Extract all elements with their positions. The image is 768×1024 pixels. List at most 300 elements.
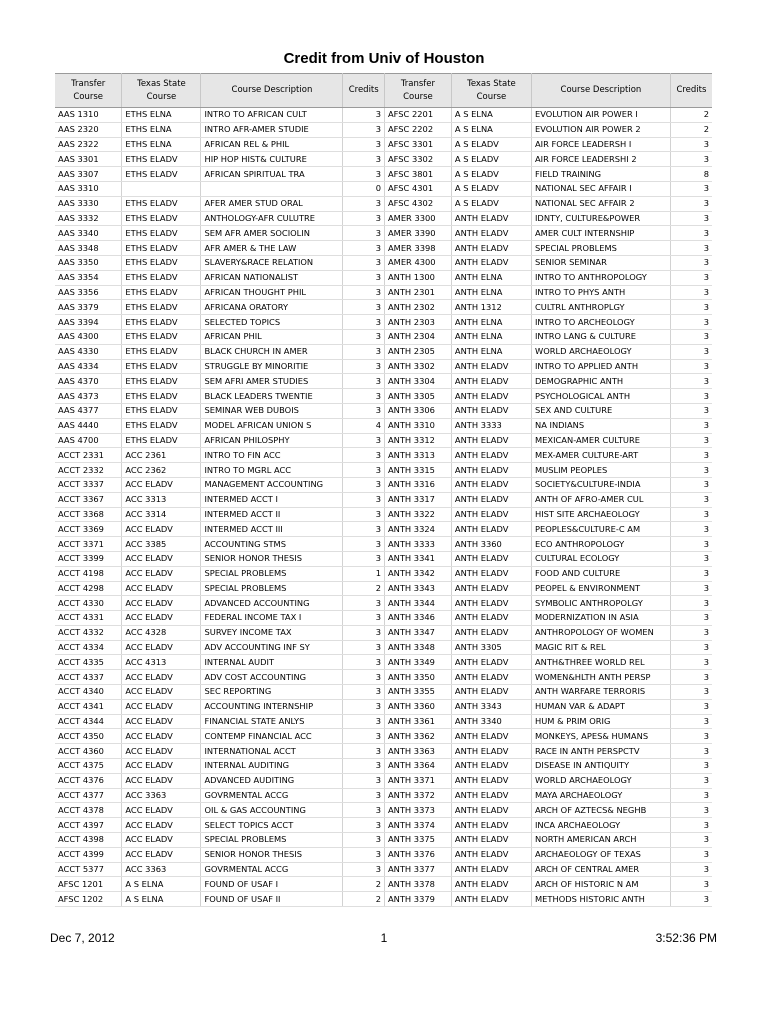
course-description-cell: EVOLUTION AIR POWER 2 xyxy=(531,122,670,137)
transfer-course-cell: ANTH 3316 xyxy=(384,477,451,492)
course-description-cell: ACCOUNTING INTERNSHIP xyxy=(201,699,343,714)
header-credits: Credits xyxy=(343,74,385,108)
table-row xyxy=(55,596,712,611)
texas-state-course-cell: ANTH ELADV xyxy=(451,477,531,492)
credits-cell: 3 xyxy=(343,329,385,344)
table-row xyxy=(55,492,712,507)
course-description-cell: FEDERAL INCOME TAX I xyxy=(201,611,343,626)
transfer-course-cell: ANTH 2301 xyxy=(384,285,451,300)
table-row xyxy=(55,714,712,729)
texas-state-course-cell: A S ELNA xyxy=(122,892,201,907)
texas-state-course-cell: ANTH ELADV xyxy=(451,773,531,788)
texas-state-course-cell: ACC 4328 xyxy=(122,625,201,640)
course-description-cell: BLACK CHURCH IN AMER xyxy=(201,344,343,359)
transfer-course-cell: ACCT 4198 xyxy=(55,566,122,581)
credits-cell: 3 xyxy=(670,625,712,640)
course-description-cell: HIST SITE ARCHAEOLOGY xyxy=(531,507,670,522)
credits-cell: 3 xyxy=(670,329,712,344)
transfer-course-cell: ANTH 3304 xyxy=(384,374,451,389)
table-row xyxy=(55,255,712,270)
course-description-cell: ECO ANTHROPOLOGY xyxy=(531,537,670,552)
course-description-cell: AFRICAN SPIRITUAL TRA xyxy=(201,167,343,182)
table-header-row xyxy=(55,74,712,108)
transfer-course-cell: AFSC 4301 xyxy=(384,181,451,196)
credits-cell: 3 xyxy=(670,862,712,877)
texas-state-course-cell: ANTH 3305 xyxy=(451,640,531,655)
course-description-cell: PSYCHOLOGICAL ANTH xyxy=(531,389,670,404)
course-description-cell: ANTH&THREE WORLD REL xyxy=(531,655,670,670)
course-description-cell: EVOLUTION AIR POWER I xyxy=(531,108,670,123)
texas-state-course-cell: ANTH ELADV xyxy=(451,374,531,389)
transfer-course-cell: ANTH 3343 xyxy=(384,581,451,596)
table-row xyxy=(55,300,712,315)
credits-cell: 3 xyxy=(343,611,385,626)
transfer-course-cell: ANTH 3313 xyxy=(384,448,451,463)
transfer-course-cell: ANTH 3315 xyxy=(384,463,451,478)
credits-cell: 3 xyxy=(343,759,385,774)
texas-state-course-cell: ANTH ELADV xyxy=(451,847,531,862)
table-row xyxy=(55,759,712,774)
credits-cell: 3 xyxy=(670,507,712,522)
course-description-cell: FINANCIAL STATE ANLYS xyxy=(201,714,343,729)
course-description-cell: NATIONAL SEC AFFAIR I xyxy=(531,181,670,196)
table-row xyxy=(55,418,712,433)
credits-cell: 3 xyxy=(343,818,385,833)
table-row xyxy=(55,329,712,344)
transfer-course-cell: ACCT 4335 xyxy=(55,655,122,670)
credits-cell: 3 xyxy=(670,226,712,241)
transfer-course-cell: AFSC 3302 xyxy=(384,152,451,167)
table-row xyxy=(55,315,712,330)
texas-state-course-cell: ACC ELADV xyxy=(122,847,201,862)
footer-time: 3:52:36 PM xyxy=(655,931,717,945)
table-row xyxy=(55,359,712,374)
transfer-course-cell: AAS 3394 xyxy=(55,315,122,330)
course-description-cell: SELECTED TOPICS xyxy=(201,315,343,330)
transfer-course-cell: AFSC 3301 xyxy=(384,137,451,152)
course-description-cell: RACE IN ANTH PERSPCTV xyxy=(531,744,670,759)
texas-state-course-cell: ETHS ELADV xyxy=(122,344,201,359)
credits-cell: 3 xyxy=(670,211,712,226)
credits-cell: 3 xyxy=(343,285,385,300)
course-description-cell: FOUND OF USAF I xyxy=(201,877,343,892)
table-row xyxy=(55,226,712,241)
texas-state-course-cell: ETHS ELADV xyxy=(122,167,201,182)
header-credits: Credits xyxy=(670,74,712,108)
course-description-cell: ARCH OF CENTRAL AMER xyxy=(531,862,670,877)
transfer-course-cell: ACCT 4330 xyxy=(55,596,122,611)
transfer-course-cell: ANTH 3375 xyxy=(384,833,451,848)
credits-cell: 3 xyxy=(670,877,712,892)
course-description-cell: IDNTY, CULTURE&POWER xyxy=(531,211,670,226)
course-description-cell xyxy=(201,181,343,196)
credits-cell: 3 xyxy=(670,537,712,552)
credit-table xyxy=(55,73,712,907)
credits-cell: 3 xyxy=(343,551,385,566)
transfer-course-cell: ACCT 4332 xyxy=(55,625,122,640)
table-row xyxy=(55,122,712,137)
course-description-cell: INTRO TO FIN ACC xyxy=(201,448,343,463)
course-description-cell: AFRICAN NATIONALIST xyxy=(201,270,343,285)
header-texas-state-course: Texas State Course xyxy=(451,74,531,108)
texas-state-course-cell: ETHS ELADV xyxy=(122,152,201,167)
credits-cell: 3 xyxy=(343,729,385,744)
texas-state-course-cell: ANTH ELADV xyxy=(451,566,531,581)
credits-cell: 3 xyxy=(343,803,385,818)
transfer-course-cell: ACCT 4398 xyxy=(55,833,122,848)
credits-cell: 3 xyxy=(670,596,712,611)
course-description-cell: ADVANCED ACCOUNTING xyxy=(201,596,343,611)
credits-cell: 3 xyxy=(670,315,712,330)
transfer-course-cell: AAS 4373 xyxy=(55,389,122,404)
transfer-course-cell: ACCT 4344 xyxy=(55,714,122,729)
credits-cell: 3 xyxy=(670,433,712,448)
table-row xyxy=(55,433,712,448)
table-row xyxy=(55,685,712,700)
credits-cell: 3 xyxy=(670,611,712,626)
credits-cell: 3 xyxy=(343,833,385,848)
transfer-course-cell: ANTH 3364 xyxy=(384,759,451,774)
transfer-course-cell: AAS 4440 xyxy=(55,418,122,433)
texas-state-course-cell: ANTH 3340 xyxy=(451,714,531,729)
transfer-course-cell: ANTH 3350 xyxy=(384,670,451,685)
transfer-course-cell: ANTH 2302 xyxy=(384,300,451,315)
course-description-cell: AFRICAN THOUGHT PHIL xyxy=(201,285,343,300)
course-description-cell: INTERMED ACCT III xyxy=(201,522,343,537)
table-row xyxy=(55,877,712,892)
transfer-course-cell: AMER 4300 xyxy=(384,255,451,270)
texas-state-course-cell: ACC 3363 xyxy=(122,862,201,877)
course-description-cell: MEX-AMER CULTURE-ART xyxy=(531,448,670,463)
table-row xyxy=(55,818,712,833)
course-description-cell: INTRO TO ARCHEOLOGY xyxy=(531,315,670,330)
transfer-course-cell: ANTH 3305 xyxy=(384,389,451,404)
texas-state-course-cell: ACC ELADV xyxy=(122,581,201,596)
credits-cell: 3 xyxy=(343,122,385,137)
course-description-cell: INTERNAL AUDIT xyxy=(201,655,343,670)
table-row xyxy=(55,374,712,389)
credits-cell: 3 xyxy=(670,403,712,418)
table-row xyxy=(55,537,712,552)
credits-cell: 3 xyxy=(670,670,712,685)
texas-state-course-cell: ETHS ELADV xyxy=(122,226,201,241)
table-row xyxy=(55,640,712,655)
transfer-course-cell: ANTH 3324 xyxy=(384,522,451,537)
credits-cell: 3 xyxy=(670,892,712,907)
transfer-course-cell: ACCT 4377 xyxy=(55,788,122,803)
credits-cell: 3 xyxy=(670,759,712,774)
course-description-cell: MONKEYS, APES& HUMANS xyxy=(531,729,670,744)
course-description-cell: ANTHOLOGY-AFR CULUTRE xyxy=(201,211,343,226)
texas-state-course-cell xyxy=(122,181,201,196)
texas-state-course-cell: ANTH ELADV xyxy=(451,241,531,256)
transfer-course-cell: ACCT 4378 xyxy=(55,803,122,818)
table-row xyxy=(55,551,712,566)
credits-cell: 3 xyxy=(343,255,385,270)
transfer-course-cell: AFSC 4302 xyxy=(384,196,451,211)
course-description-cell: ARCH OF HISTORIC N AM xyxy=(531,877,670,892)
texas-state-course-cell: ACC ELADV xyxy=(122,714,201,729)
course-description-cell: AFRICAN PHIL xyxy=(201,329,343,344)
credits-cell: 2 xyxy=(670,122,712,137)
texas-state-course-cell: ANTH ELADV xyxy=(451,892,531,907)
credits-cell: 3 xyxy=(670,744,712,759)
credits-cell: 3 xyxy=(670,818,712,833)
course-description-cell: HUMAN VAR & ADAPT xyxy=(531,699,670,714)
texas-state-course-cell: A S ELADV xyxy=(451,152,531,167)
texas-state-course-cell: ANTH ELADV xyxy=(451,403,531,418)
transfer-course-cell: ANTH 3312 xyxy=(384,433,451,448)
texas-state-course-cell: ANTH ELADV xyxy=(451,670,531,685)
course-description-cell: SURVEY INCOME TAX xyxy=(201,625,343,640)
transfer-course-cell: AAS 3307 xyxy=(55,167,122,182)
course-description-cell: AFRICAN REL & PHIL xyxy=(201,137,343,152)
texas-state-course-cell: ACC ELADV xyxy=(122,833,201,848)
course-description-cell: INTERMED ACCT II xyxy=(201,507,343,522)
table-row xyxy=(55,788,712,803)
table-row xyxy=(55,611,712,626)
credits-cell: 3 xyxy=(343,152,385,167)
texas-state-course-cell: ANTH ELADV xyxy=(451,448,531,463)
texas-state-course-cell: ANTH ELADV xyxy=(451,551,531,566)
texas-state-course-cell: ANTH ELADV xyxy=(451,655,531,670)
course-description-cell: NORTH AMERICAN ARCH xyxy=(531,833,670,848)
transfer-course-cell: ACCT 4399 xyxy=(55,847,122,862)
texas-state-course-cell: ANTH ELNA xyxy=(451,285,531,300)
transfer-course-cell: AAS 4377 xyxy=(55,403,122,418)
course-description-cell: INTRO TO MGRL ACC xyxy=(201,463,343,478)
table-row xyxy=(55,477,712,492)
table-row xyxy=(55,403,712,418)
transfer-course-cell: ANTH 3377 xyxy=(384,862,451,877)
transfer-course-cell: ANTH 3341 xyxy=(384,551,451,566)
credits-cell: 3 xyxy=(670,729,712,744)
course-description-cell: AFRICANA ORATORY xyxy=(201,300,343,315)
texas-state-course-cell: ANTH ELADV xyxy=(451,625,531,640)
credits-cell: 3 xyxy=(670,685,712,700)
course-description-cell: GOVRMENTAL ACCG xyxy=(201,862,343,877)
course-description-cell: SYMBOLIC ANTHROPOLGY xyxy=(531,596,670,611)
credits-cell: 3 xyxy=(343,744,385,759)
texas-state-course-cell: ETHS ELADV xyxy=(122,403,201,418)
credits-cell: 3 xyxy=(343,537,385,552)
course-description-cell: CONTEMP FINANCIAL ACC xyxy=(201,729,343,744)
texas-state-course-cell: ACC ELADV xyxy=(122,670,201,685)
course-description-cell: INTRO LANG & CULTURE xyxy=(531,329,670,344)
course-description-cell: INTERNATIONAL ACCT xyxy=(201,744,343,759)
texas-state-course-cell: ACC 3363 xyxy=(122,788,201,803)
credits-cell: 3 xyxy=(343,640,385,655)
credits-cell: 3 xyxy=(343,241,385,256)
course-description-cell: MUSLIM PEOPLES xyxy=(531,463,670,478)
texas-state-course-cell: ANTH ELADV xyxy=(451,507,531,522)
credits-cell: 3 xyxy=(343,137,385,152)
course-description-cell: DISEASE IN ANTIQUITY xyxy=(531,759,670,774)
transfer-course-cell: ACCT 3337 xyxy=(55,477,122,492)
texas-state-course-cell: ETHS ELADV xyxy=(122,433,201,448)
course-description-cell: INTRO TO APPLIED ANTH xyxy=(531,359,670,374)
texas-state-course-cell: ACC ELADV xyxy=(122,566,201,581)
credits-cell: 3 xyxy=(670,374,712,389)
course-description-cell: INTERMED ACCT I xyxy=(201,492,343,507)
course-description-cell: PEOPEL & ENVIRONMENT xyxy=(531,581,670,596)
credits-cell: 3 xyxy=(343,344,385,359)
transfer-course-cell: ANTH 3360 xyxy=(384,699,451,714)
transfer-course-cell: AAS 3301 xyxy=(55,152,122,167)
course-description-cell: DEMOGRAPHIC ANTH xyxy=(531,374,670,389)
credits-cell: 3 xyxy=(343,714,385,729)
transfer-course-cell: ANTH 3344 xyxy=(384,596,451,611)
credits-cell: 3 xyxy=(343,226,385,241)
transfer-course-cell: AAS 3310 xyxy=(55,181,122,196)
table-row xyxy=(55,196,712,211)
table-row xyxy=(55,181,712,196)
transfer-course-cell: AAS 2322 xyxy=(55,137,122,152)
course-description-cell: SEM AFRI AMER STUDIES xyxy=(201,374,343,389)
table-row xyxy=(55,463,712,478)
credits-cell: 3 xyxy=(343,211,385,226)
course-description-cell: SEMINAR WEB DUBOIS xyxy=(201,403,343,418)
footer-date: Dec 7, 2012 xyxy=(50,931,115,945)
credits-cell: 3 xyxy=(670,803,712,818)
course-description-cell: AIR FORCE LEADERSHI 2 xyxy=(531,152,670,167)
credits-cell: 3 xyxy=(670,241,712,256)
transfer-course-cell: AAS 4300 xyxy=(55,329,122,344)
course-description-cell: GOVRMENTAL ACCG xyxy=(201,788,343,803)
credits-cell: 2 xyxy=(343,581,385,596)
credits-cell: 3 xyxy=(343,699,385,714)
table-row xyxy=(55,241,712,256)
texas-state-course-cell: ETHS ELADV xyxy=(122,196,201,211)
transfer-course-cell: ACCT 4298 xyxy=(55,581,122,596)
transfer-course-cell: ANTH 3349 xyxy=(384,655,451,670)
credits-cell: 3 xyxy=(670,463,712,478)
credits-cell: 3 xyxy=(343,625,385,640)
texas-state-course-cell: ACC ELADV xyxy=(122,818,201,833)
course-description-cell: SEX AND CULTURE xyxy=(531,403,670,418)
course-description-cell: CULTRL ANTHROPLGY xyxy=(531,300,670,315)
transfer-course-cell: AAS 4334 xyxy=(55,359,122,374)
table-row xyxy=(55,285,712,300)
texas-state-course-cell: A S ELNA xyxy=(122,877,201,892)
transfer-course-cell: ANTH 3373 xyxy=(384,803,451,818)
texas-state-course-cell: ANTH ELADV xyxy=(451,492,531,507)
transfer-course-cell: ACCT 3368 xyxy=(55,507,122,522)
texas-state-course-cell: ACC ELADV xyxy=(122,759,201,774)
credits-cell: 3 xyxy=(343,670,385,685)
credits-cell: 3 xyxy=(343,300,385,315)
credits-cell: 3 xyxy=(670,551,712,566)
texas-state-course-cell: ANTH ELADV xyxy=(451,833,531,848)
course-description-cell: NA INDIANS xyxy=(531,418,670,433)
course-description-cell: SPECIAL PROBLEMS xyxy=(531,241,670,256)
credits-cell: 2 xyxy=(343,892,385,907)
course-description-cell: METHODS HISTORIC ANTH xyxy=(531,892,670,907)
credits-cell: 3 xyxy=(670,655,712,670)
credits-cell: 3 xyxy=(670,196,712,211)
course-description-cell: HUM & PRIM ORIG xyxy=(531,714,670,729)
transfer-course-cell: ANTH 3355 xyxy=(384,685,451,700)
credits-cell: 3 xyxy=(343,596,385,611)
transfer-course-cell: AAS 3350 xyxy=(55,255,122,270)
transfer-course-cell: ACCT 2331 xyxy=(55,448,122,463)
course-description-cell: SLAVERY&RACE RELATION xyxy=(201,255,343,270)
table-row xyxy=(55,108,712,123)
course-description-cell: ANTH OF AFRO-AMER CUL xyxy=(531,492,670,507)
texas-state-course-cell: ACC 3385 xyxy=(122,537,201,552)
transfer-course-cell: AMER 3300 xyxy=(384,211,451,226)
credits-cell: 3 xyxy=(343,492,385,507)
texas-state-course-cell: ACC ELADV xyxy=(122,744,201,759)
course-description-cell: ANTH WARFARE TERRORIS xyxy=(531,685,670,700)
texas-state-course-cell: ANTH ELADV xyxy=(451,744,531,759)
credits-cell: 3 xyxy=(343,847,385,862)
credits-cell: 3 xyxy=(670,270,712,285)
course-description-cell: AFRICAN PHILOSPHY xyxy=(201,433,343,448)
table-row xyxy=(55,744,712,759)
texas-state-course-cell: ACC ELADV xyxy=(122,773,201,788)
credits-cell: 3 xyxy=(670,492,712,507)
transfer-course-cell: ACCT 3369 xyxy=(55,522,122,537)
transfer-course-cell: ANTH 1300 xyxy=(384,270,451,285)
table-row xyxy=(55,507,712,522)
table-row xyxy=(55,670,712,685)
texas-state-course-cell: ANTH ELADV xyxy=(451,685,531,700)
credits-cell: 3 xyxy=(343,167,385,182)
texas-state-course-cell: ANTH 1312 xyxy=(451,300,531,315)
credits-cell: 3 xyxy=(670,344,712,359)
texas-state-course-cell: ANTH ELNA xyxy=(451,270,531,285)
transfer-course-cell: AAS 3332 xyxy=(55,211,122,226)
credits-cell: 3 xyxy=(343,788,385,803)
course-description-cell: SENIOR HONOR THESIS xyxy=(201,847,343,862)
texas-state-course-cell: ETHS ELADV xyxy=(122,359,201,374)
course-description-cell: BLACK LEADERS TWENTIE xyxy=(201,389,343,404)
transfer-course-cell: AAS 3330 xyxy=(55,196,122,211)
texas-state-course-cell: ANTH 3333 xyxy=(451,418,531,433)
course-description-cell: NATIONAL SEC AFFAIR 2 xyxy=(531,196,670,211)
transfer-course-cell: ACCT 4334 xyxy=(55,640,122,655)
course-description-cell: STRUGGLE BY MINORITIE xyxy=(201,359,343,374)
texas-state-course-cell: ETHS ELADV xyxy=(122,270,201,285)
course-description-cell: FOUND OF USAF II xyxy=(201,892,343,907)
credits-cell: 3 xyxy=(670,847,712,862)
footer-page-number: 1 xyxy=(380,931,388,945)
table-row xyxy=(55,581,712,596)
texas-state-course-cell: ANTH ELADV xyxy=(451,729,531,744)
transfer-course-cell: AAS 4330 xyxy=(55,344,122,359)
transfer-course-cell: AAS 3379 xyxy=(55,300,122,315)
course-description-cell: SEC REPORTING xyxy=(201,685,343,700)
credits-cell: 3 xyxy=(670,522,712,537)
credits-cell: 3 xyxy=(670,255,712,270)
transfer-course-cell: ACCT 4360 xyxy=(55,744,122,759)
course-description-cell: WORLD ARCHAEOLOGY xyxy=(531,344,670,359)
credits-cell: 3 xyxy=(670,788,712,803)
transfer-course-cell: ANTH 3317 xyxy=(384,492,451,507)
course-description-cell: OIL & GAS ACCOUNTING xyxy=(201,803,343,818)
transfer-course-cell: ANTH 3379 xyxy=(384,892,451,907)
texas-state-course-cell: ACC 3314 xyxy=(122,507,201,522)
credits-cell: 3 xyxy=(670,418,712,433)
credits-cell: 3 xyxy=(670,285,712,300)
credits-cell: 3 xyxy=(343,507,385,522)
credits-cell: 3 xyxy=(343,862,385,877)
transfer-course-cell: ACCT 3399 xyxy=(55,551,122,566)
table-row xyxy=(55,137,712,152)
texas-state-course-cell: ACC ELADV xyxy=(122,551,201,566)
course-description-cell: INTRO TO AFRICAN CULT xyxy=(201,108,343,123)
